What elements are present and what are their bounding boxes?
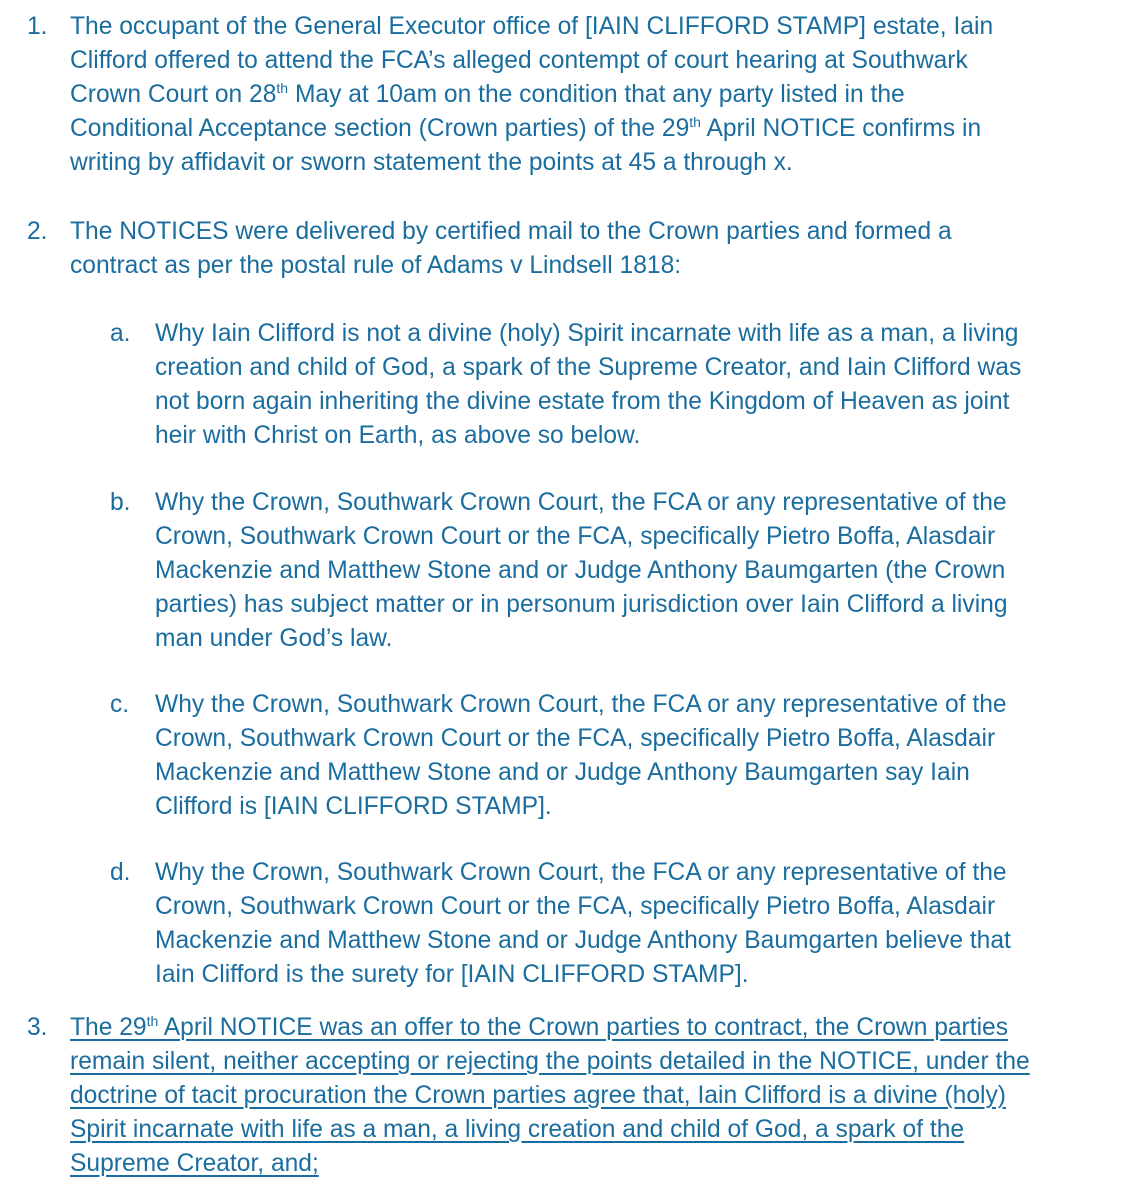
text-line: parties) has subject matter or in personum jurisdiction over Iain Clifford a living: [155, 591, 1008, 618]
text-line: Clifford offered to attend the FCA’s alleged contempt of court hearing at Southwark: [70, 47, 968, 74]
text-line: remain silent, neither accepting or rejecting the points detailed in the NOTICE, under the: [70, 1048, 1030, 1075]
text-line: Conditional Acceptance section (Crown parties) of the 29th April NOTICE confirms in: [70, 114, 982, 142]
item-letter: c.: [110, 691, 130, 718]
text-line: contract as per the postal rule of Adams v Lindsell 1818:: [70, 252, 682, 279]
text-line: Mackenzie and Matthew Stone and or Judge Anthony Baumgarten (the Crown: [155, 557, 1006, 584]
text-line: Mackenzie and Matthew Stone and or Judge Anthony Baumgarten believe that: [155, 927, 1011, 954]
text-line: Why the Crown, Southwark Crown Court, the FCA or any representative of the: [155, 489, 1007, 516]
text-line: Mackenzie and Matthew Stone and or Judge Anthony Baumgarten say Iain: [155, 759, 970, 786]
text-line: Crown Court on 28th May at 10am on the condition that any party listed in the: [70, 80, 905, 108]
text-line: man under God’s law.: [155, 625, 393, 652]
text-line: Why the Crown, Southwark Crown Court, the FCA or any representative of the: [155, 691, 1007, 718]
item-number: 3.: [27, 1014, 48, 1041]
text-line: Clifford is [IAIN CLIFFORD STAMP].: [155, 793, 552, 820]
text-line: The NOTICES were delivered by certified mail to the Crown parties and formed a: [70, 218, 952, 245]
text-line: The 29th April NOTICE was an offer to the Crown parties to contract, the Crown parties: [70, 1013, 1009, 1041]
item-number: 1.: [27, 13, 48, 40]
paragraph-text: [70, 10, 1080, 180]
paragraph-text: [155, 688, 1085, 824]
text-line: creation and child of God, a spark of the Supreme Creator, and Iain Clifford was: [155, 354, 1022, 381]
paragraph-text: [155, 317, 1085, 453]
text-line: The occupant of the General Executor office of [IAIN CLIFFORD STAMP] estate, Iain: [70, 13, 994, 40]
text-line: doctrine of tacit procuration the Crown parties agree that, Iain Clifford is a divine (holy): [70, 1082, 1006, 1109]
text-line: writing by affidavit or sworn statement the points at 45 a through x.: [70, 149, 793, 176]
paragraph-text: [70, 215, 1080, 283]
text-line: Crown, Southwark Crown Court or the FCA, specifically Pietro Boffa, Alasdair: [155, 523, 996, 550]
item-number: 2.: [27, 218, 48, 245]
paragraph-text: [70, 1011, 1080, 1181]
paragraph-text: [155, 486, 1085, 656]
item-letter: d.: [110, 859, 131, 886]
text-line: Iain Clifford is the surety for [IAIN CLIFFORD STAMP].: [155, 961, 749, 988]
paragraph-text: [155, 856, 1085, 992]
text-line: Why Iain Clifford is not a divine (holy) Spirit incarnate with life as a man, a living: [155, 320, 1019, 347]
text-line: Supreme Creator, and;: [70, 1150, 319, 1177]
text-line: heir with Christ on Earth, as above so below.: [155, 422, 641, 449]
text-line: not born again inheriting the divine estate from the Kingdom of Heaven as joint: [155, 388, 1010, 415]
text-line: Why the Crown, Southwark Crown Court, the FCA or any representative of the: [155, 859, 1007, 886]
text-line: Spirit incarnate with life as a man, a living creation and child of God, a spark of the: [70, 1116, 965, 1143]
item-letter: b.: [110, 489, 131, 516]
text-line: Crown, Southwark Crown Court or the FCA, specifically Pietro Boffa, Alasdair: [155, 725, 996, 752]
item-letter: a.: [110, 320, 131, 347]
text-line: Crown, Southwark Crown Court or the FCA, specifically Pietro Boffa, Alasdair: [155, 893, 996, 920]
